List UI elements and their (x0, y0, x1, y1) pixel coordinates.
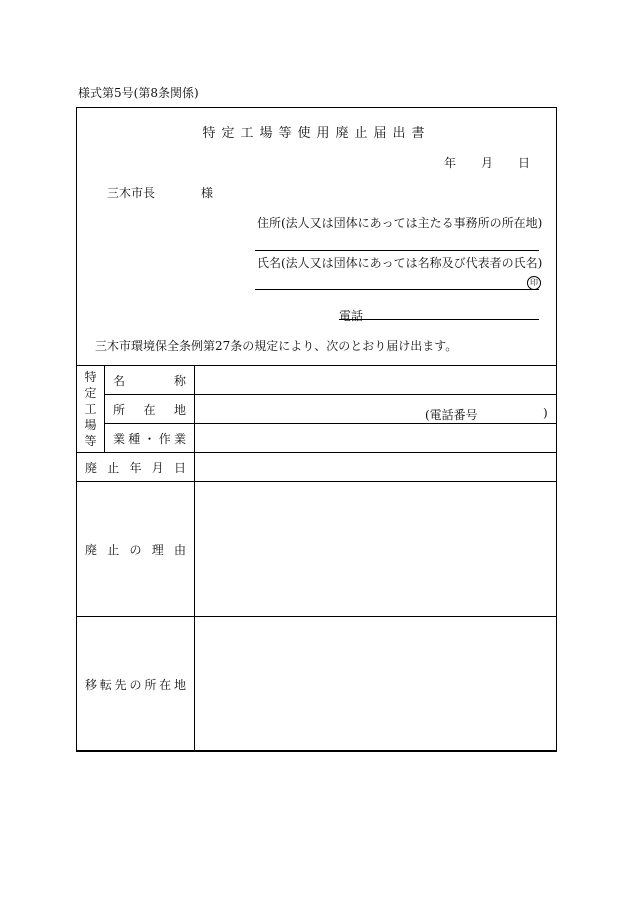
phone-note: (電話番号 (425, 408, 478, 422)
abolition-date-value[interactable] (195, 453, 557, 482)
statement: 三木市環境保全条例第27条の規定により、次のとおり届け出ます。 (95, 339, 458, 353)
form-frame (76, 107, 557, 751)
table-row (77, 482, 557, 617)
name-row-label: 名 称 (105, 366, 195, 395)
date-day-label: 日 (518, 156, 531, 170)
form-title: 特定工場等使用廃止届出書 (202, 126, 431, 141)
form-number: 様式第5号(第8条関係) (78, 86, 199, 100)
phone-note-close: ) (543, 406, 548, 420)
date-month-label: 月 (481, 156, 494, 170)
table-row (77, 617, 557, 752)
reason-label: 廃 止 の 理 由 (77, 482, 195, 617)
relocation-address-label: 移 転 先 の 所 在 地 (77, 617, 195, 752)
table-row (77, 424, 557, 453)
date-year-label: 年 (444, 156, 457, 170)
table-row (77, 366, 557, 395)
industry-value[interactable] (195, 424, 557, 453)
reason-value[interactable] (195, 482, 557, 617)
table-row (77, 453, 557, 482)
location-row-label: 所 在 地 (105, 395, 195, 424)
specified-factory-label: 特 定 工 場 等 (77, 366, 105, 453)
address-label: 住所(法人又は団体にあっては主たる事務所の所在地) (257, 216, 543, 230)
table-row (77, 395, 557, 424)
relocation-address-value[interactable] (195, 617, 557, 752)
abolition-date-label: 廃 止 年 月 日 (77, 453, 195, 482)
name-line[interactable] (255, 289, 539, 290)
address-line[interactable] (255, 250, 539, 251)
phone-line[interactable] (339, 319, 539, 320)
location-value[interactable] (195, 395, 557, 424)
name-label: 氏名(法人又は団体にあっては名称及び代表者の氏名) (257, 256, 543, 270)
industry-row-label: 業 種 ・ 作 業 (105, 424, 195, 453)
phone-label: 電話 (339, 309, 364, 323)
name-value[interactable] (195, 366, 557, 395)
addressee: 三木市長 (107, 186, 156, 200)
details-table (76, 365, 557, 752)
seal-mark: 印 (527, 276, 541, 290)
honorific: 様 (201, 186, 214, 200)
